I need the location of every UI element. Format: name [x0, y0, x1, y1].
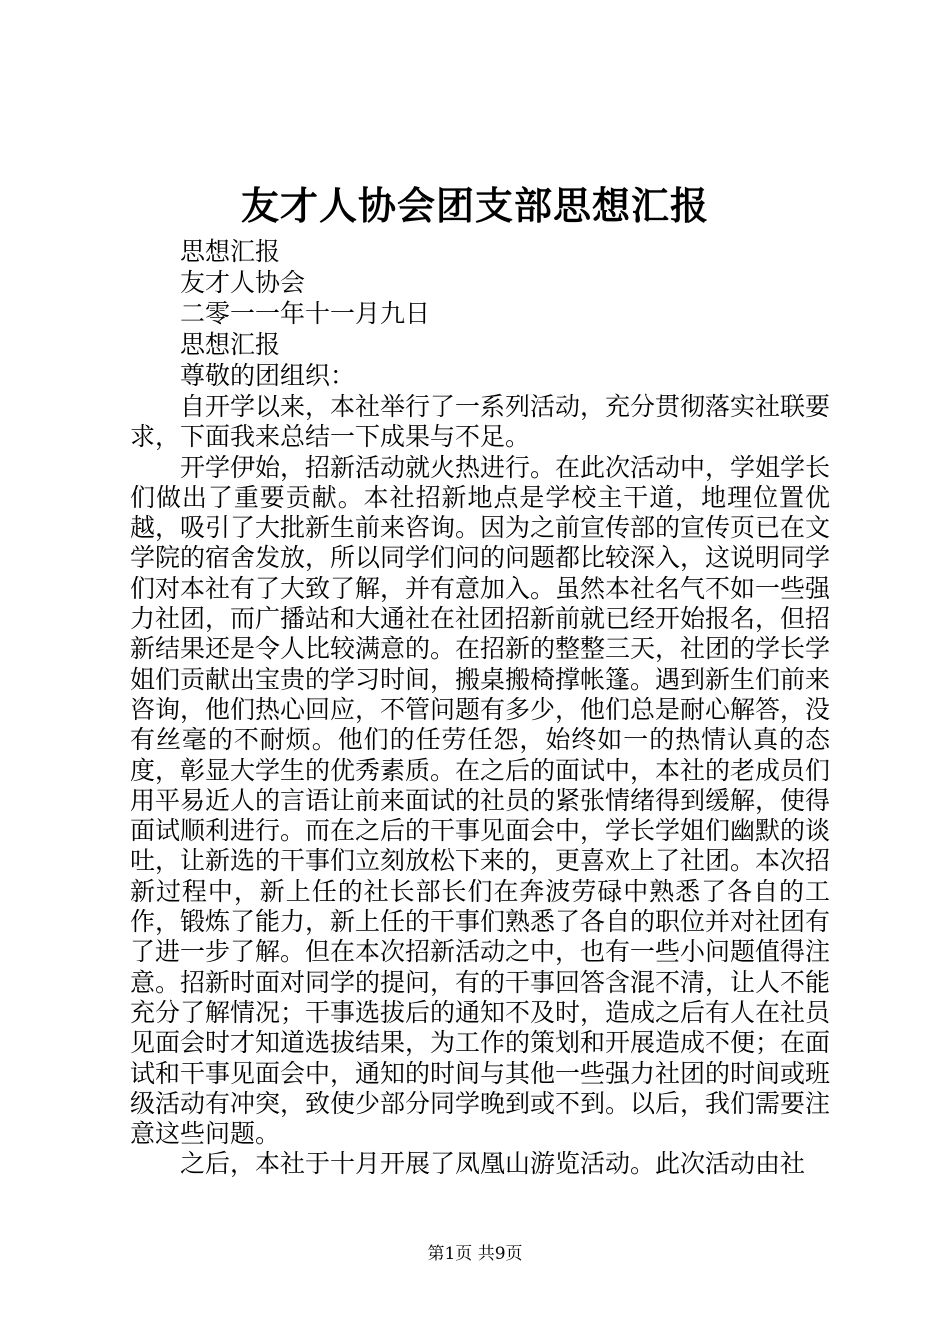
salutation: 尊敬的团组织： [180, 361, 356, 390]
header-line-organization: 友才人协会 [180, 268, 306, 297]
page-footer: 第1页 共9页 [427, 1244, 523, 1264]
paragraph-intro: 自开学以来，本社举行了一系列活动，充分贯彻落实社联要求，下面我来总结一下成果与不足。 [130, 392, 831, 452]
document-title: 友才人协会团支部思想汇报 [240, 183, 709, 228]
paragraph-fenghuang-trip: 之后，本社于十月开展了凤凰山游览活动。此次活动由社 [180, 1149, 806, 1179]
body-text [130, 392, 830, 1180]
header-line-report-repeat: 思想汇报 [180, 330, 281, 359]
header-line-report: 思想汇报 [180, 237, 281, 266]
paragraph-recruitment: 开学伊始，招新活动就火热进行。在此次活动中，学姐学长们做出了重要贡献。本社招新地点是学校主干道，地理位置优越，吸引了大批新生前来咨询。因为之前宣传部的宣传页已在文学院的宿舍发放，所以同学们问的问题都比较深入，这说明同学们对本社有了大致了解，并有意加入。虽然本社名气不如一些强力社团，而广播站和大通社在社团招新前就已经开始报名，但招新结果还是令人比较满意的。在招新的整整三天，社团的学长学姐们贡献出宝贵的学习时间，搬桌搬椅撑帐篷。遇到新生们前来咨询，他们热心回应，不管问题有多少，他们总是耐心解答，没有丝毫的不耐烦。他们的任劳任怨，始终如一的热情认真的态度，彰显大学生的优秀素质。在之后的面试中，本社的老成员们用平易近人的言语让前来面试的社员的紧张情绪得到缓解，使得面试顺利进行。而在之后的干事见面会中，学长学姐们幽默的谈吐，让新选的干事们立刻放松下来的，更喜欢上了社团。本次招新过程中，新上任的社长部长们在奔波劳碌中熟悉了各自的工作，锻炼了能力，新上任的干事们熟悉了各自的职位并对社团有了进一步了解。但在本次招新活动之中，也有一些小问题值得注意。招新时面对同学的提问，有的干事回答含混不清，让人不能充分了解情况；干事选拔后的通知不及时，造成之后有人在社员见面会时才知道选拔结果，为工作的策划和开展造成不便；在面试和干事见面会中，通知的时间与其他一些强力社团的时间或班级活动有冲突，致使少部分同学晚到或不到。以后，我们需要注意这些问题。 [130, 452, 831, 1149]
header-line-date: 二零一一年十一月九日 [180, 299, 431, 328]
